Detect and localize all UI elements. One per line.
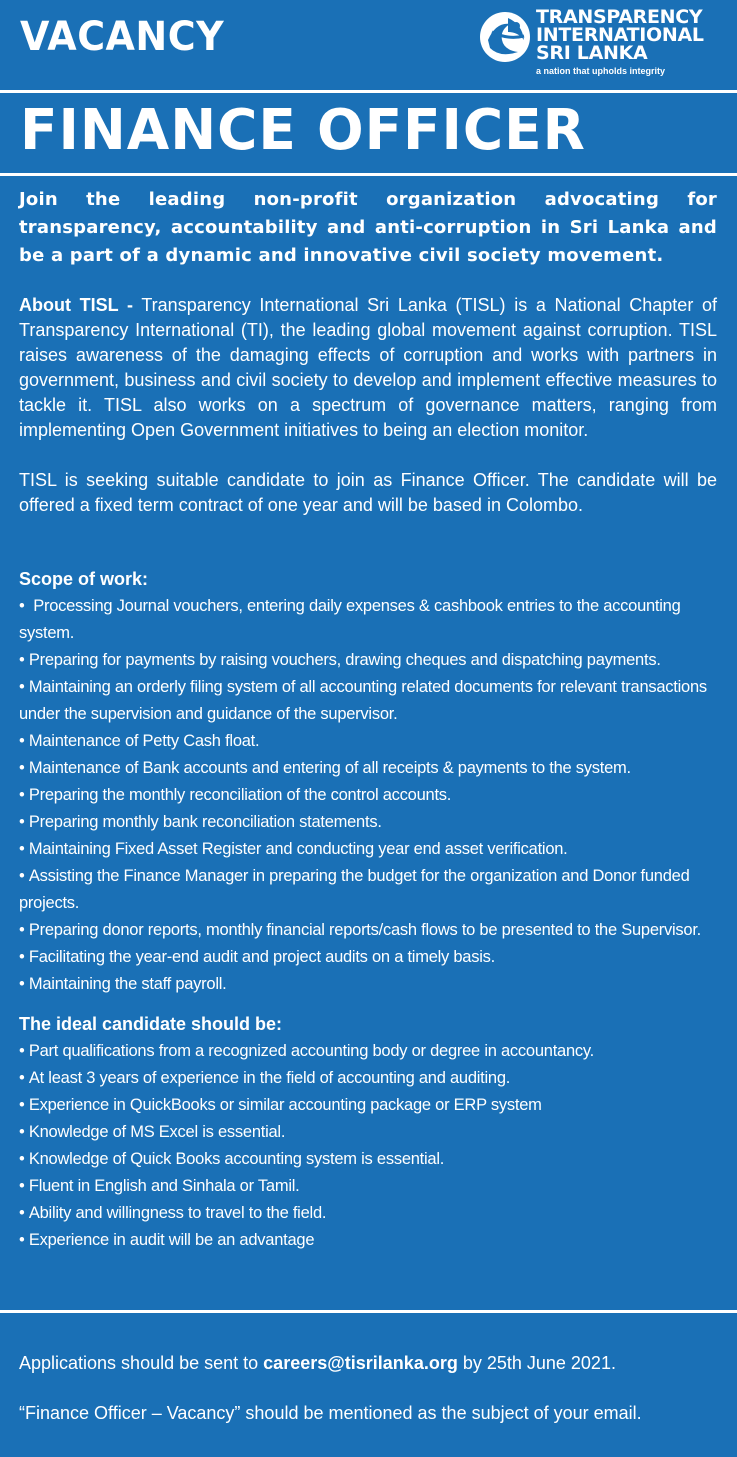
page-title: FINANCE OFFICER: [20, 98, 586, 163]
seeking-paragraph: TISL is seeking suitable candidate to join as Finance Officer. The candidate will be offered a fixed term contract of one year and will be based in Colombo.: [19, 470, 717, 515]
logo-line: TRANSPARENCY: [536, 6, 703, 28]
list-item: • Preparing monthly bank reconciliation statements.: [19, 809, 717, 836]
list-item: • Preparing for payments by raising vouchers, drawing cheques and dispatching payments.: [19, 647, 717, 674]
application-footer: [19, 1350, 719, 1426]
scope-list: [19, 593, 717, 998]
ideal-heading: The ideal candidate should be:: [19, 1014, 283, 1034]
header: [0, 0, 737, 88]
list-item: • Processing Journal vouchers, entering daily expenses & cashbook entries to the accounting system.: [19, 593, 717, 647]
logo-line: SRI LANKA: [536, 42, 648, 64]
vacancy-body: [19, 186, 717, 1254]
list-item: • Preparing the monthly reconciliation of the control accounts.: [19, 782, 717, 809]
list-item: • Ability and willingness to travel to the field.: [19, 1200, 717, 1227]
list-item: • Experience in audit will be an advantage: [19, 1227, 717, 1254]
list-item: • Knowledge of MS Excel is essential.: [19, 1119, 717, 1146]
list-item: • Maintenance of Bank accounts and entering of all receipts & payments to the system.: [19, 755, 717, 782]
divider: [0, 173, 737, 176]
vacancy-label: VACANCY: [20, 14, 225, 60]
apply-text: Applications should be sent to: [19, 1353, 264, 1373]
logo-tagline: a nation that upholds integrity: [536, 66, 665, 76]
list-item: • Assisting the Finance Manager in preparing the budget for the organization and Donor funded projects.: [19, 863, 717, 917]
tisl-logo: [478, 8, 718, 78]
list-item: • Preparing donor reports, monthly financial reports/cash flows to be presented to the Supervisor.: [19, 917, 717, 944]
about-label: About TISL -: [19, 295, 133, 315]
list-item: • Part qualifications from a recognized accounting body or degree in accountancy.: [19, 1038, 717, 1065]
about-paragraph: [19, 293, 717, 443]
list-item: • Experience in QuickBooks or similar accounting package or ERP system: [19, 1092, 717, 1119]
deadline-text: by 25th June 2021.: [457, 1353, 616, 1373]
list-item: • At least 3 years of experience in the field of accounting and auditing.: [19, 1065, 717, 1092]
list-item: • Maintaining an orderly filing system of all accounting related documents for relevant transactions under the supervision and guidance of the supervisor.: [19, 674, 717, 728]
list-item: • Maintaining Fixed Asset Register and conducting year end asset verification.: [19, 836, 717, 863]
globe-figure-icon: [478, 10, 532, 64]
list-item: • Facilitating the year-end audit and project audits on a timely basis.: [19, 944, 717, 971]
apply-line: [19, 1350, 719, 1376]
ideal-list: [19, 1038, 717, 1254]
email-link[interactable]: careers@tisrilanka.org: [263, 1353, 458, 1373]
subject-line: “Finance Officer – Vacancy” should be mentioned as the subject of your email.: [19, 1403, 642, 1423]
about-text: Transparency International Sri Lanka (TISL) is a National Chapter of Transparency International (TI), the leading global movement against corruption. TISL raises awareness of the damaging effects of corruption and works with partners in government, business and civil society to develop and implement effective measures to tackle it. TISL also works on a spectrum of governance matters, ranging from implementing Open Government initiatives to being an election monitor.: [19, 295, 717, 440]
list-item: • Maintenance of Petty Cash float.: [19, 728, 717, 755]
divider: [0, 90, 737, 93]
list-item: • Knowledge of Quick Books accounting system is essential.: [19, 1146, 717, 1173]
logo-line: INTERNATIONAL: [536, 24, 704, 46]
list-item: • Maintaining the staff payroll.: [19, 971, 717, 998]
intro-text: Join the leading non-profit organization advocating for transparency, accountability and anti-corruption in Sri Lanka and be a part of a dynamic and innovative civil society movement.: [19, 189, 717, 266]
divider: [0, 1310, 737, 1313]
list-item: • Fluent in English and Sinhala or Tamil.: [19, 1173, 717, 1200]
scope-heading: Scope of work:: [19, 569, 149, 589]
logo-wordmark: [536, 8, 704, 62]
